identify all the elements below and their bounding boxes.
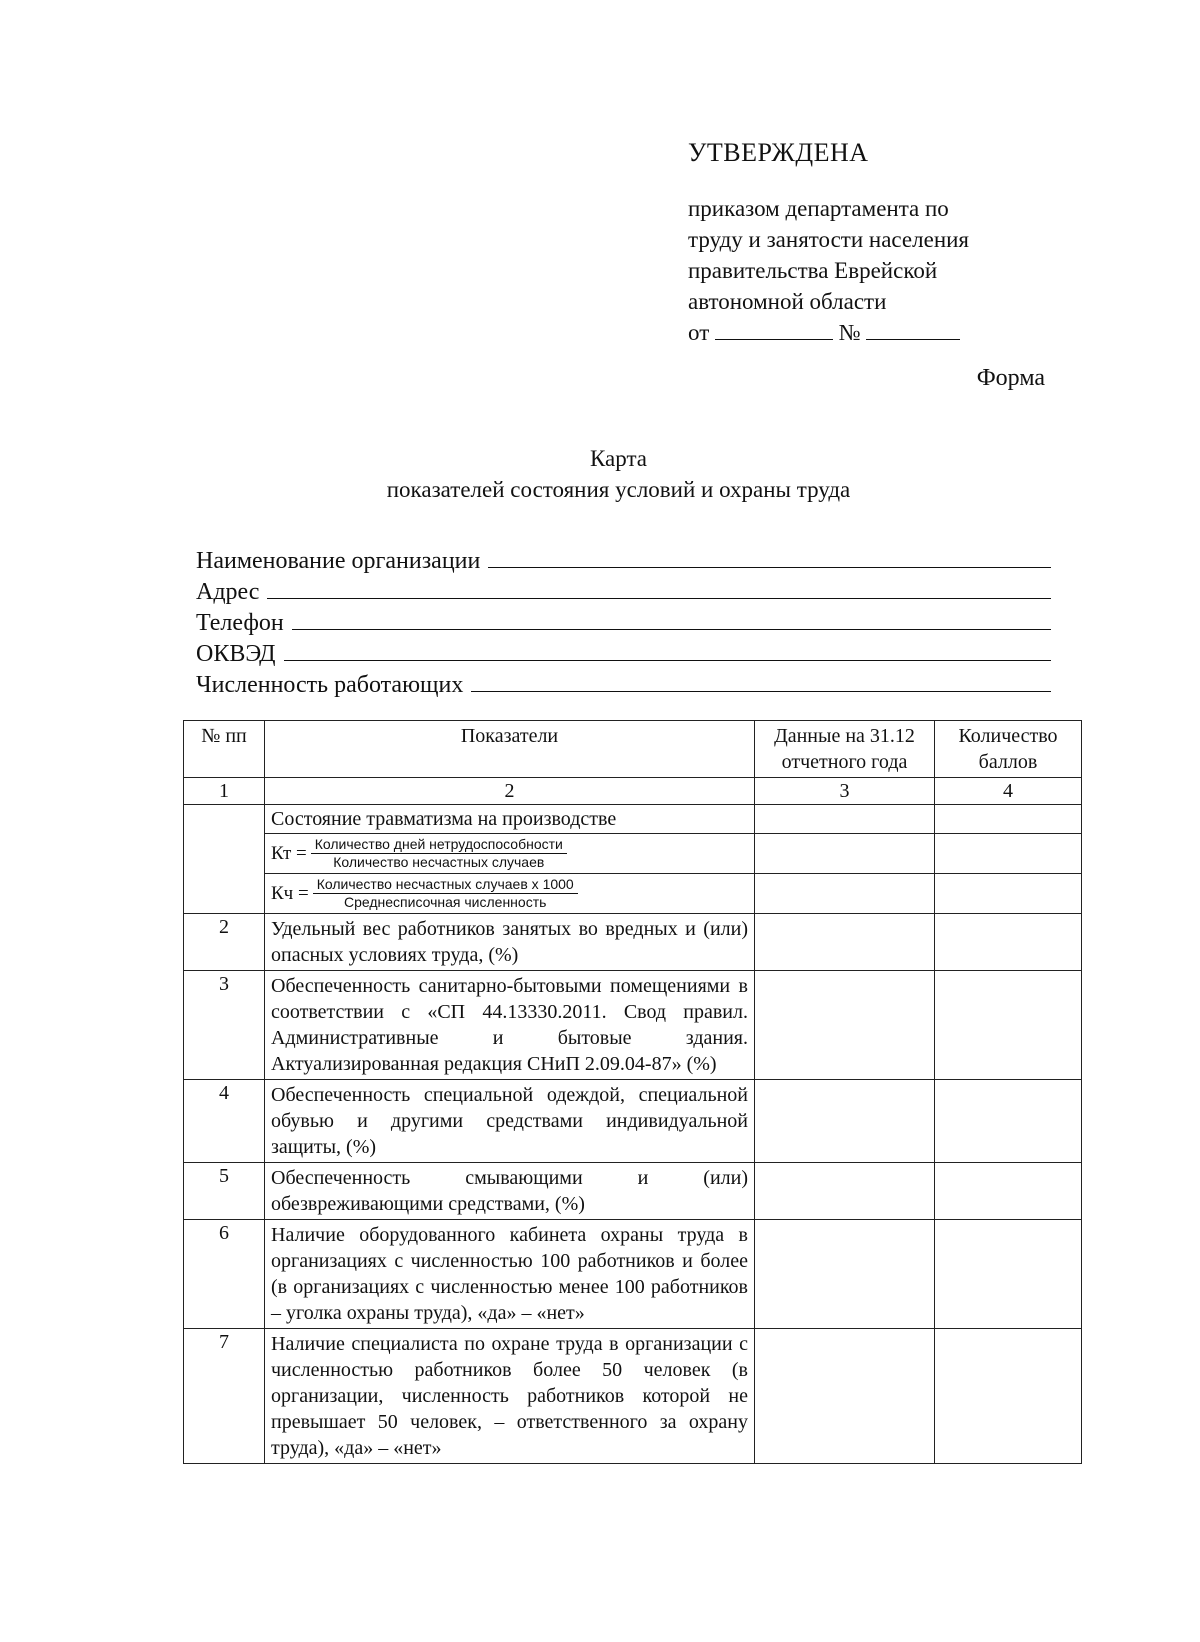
- document-subtitle: показателей состояния условий и охраны труда: [386, 477, 851, 502]
- column-header-score: Количество баллов: [935, 721, 1082, 778]
- score-cell[interactable]: [935, 914, 1082, 971]
- order-line: правительства Еврейской: [688, 258, 938, 283]
- indicator-text: Обеспеченность санитарно-бытовыми помещениями в соответствии с «СП 44.13330.2011. Свод правил. Административные и бытовые здания. Актуализированная редакция СНиП 2.09.04-87» (%): [265, 971, 755, 1080]
- number-label: №: [838, 320, 861, 345]
- data-cell[interactable]: [755, 874, 935, 914]
- indicators-table: [183, 720, 1082, 1464]
- score-cell[interactable]: [935, 805, 1082, 834]
- injury-title: Состояние травматизма на производстве: [265, 805, 755, 834]
- table-row: [184, 805, 1082, 834]
- data-cell[interactable]: [755, 805, 935, 834]
- row-number: 3: [184, 971, 265, 1080]
- field-blank: [488, 548, 1051, 568]
- row-number: 2: [184, 914, 265, 971]
- kch-numerator: Количество несчастных случаев x 1000: [313, 876, 578, 894]
- field-organization-name: [196, 548, 1051, 579]
- kch-denominator: Среднесписочная численность: [344, 894, 547, 910]
- kch-symbol: Кч =: [271, 882, 309, 904]
- kch-formula: [265, 874, 755, 914]
- score-cell[interactable]: [935, 1329, 1082, 1464]
- indicator-text: Удельный вес работников занятых во вредных и (или) опасных условиях труда, (%): [265, 914, 755, 971]
- row-number: [184, 805, 265, 914]
- indicator-text: Наличие специалиста по охране труда в организации с численностью работников более 50 человек (в организации, численность работников которой не превышает 50 человек, – ответственного за охрану труда), «да» – «нет»: [265, 1329, 755, 1464]
- column-header-indicators: Показатели: [265, 721, 755, 778]
- data-cell[interactable]: [755, 1329, 935, 1464]
- indicator-text: Обеспеченность специальной одеждой, специальной обувью и другими средствами индивидуальной защиты, (%): [265, 1080, 755, 1163]
- order-line: автономной области: [688, 289, 887, 314]
- field-address: [196, 579, 1051, 610]
- field-employee-count: [196, 672, 1051, 703]
- table-row: [184, 971, 1082, 1080]
- field-label: Адрес: [196, 579, 260, 605]
- field-okved: [196, 641, 1051, 672]
- field-phone: [196, 610, 1051, 641]
- data-cell[interactable]: [755, 834, 935, 874]
- score-cell[interactable]: [935, 971, 1082, 1080]
- field-label: Численность работающих: [196, 672, 464, 698]
- number-blank: [866, 319, 960, 340]
- data-cell[interactable]: [755, 1163, 935, 1220]
- from-label: от: [688, 320, 710, 345]
- table-header-row: [184, 721, 1082, 778]
- field-label: ОКВЭД: [196, 641, 276, 667]
- score-cell[interactable]: [935, 874, 1082, 914]
- data-cell[interactable]: [755, 914, 935, 971]
- kt-denominator: Количество несчастных случаев: [333, 854, 545, 870]
- column-header-number: № пп: [184, 721, 265, 778]
- score-cell[interactable]: [935, 834, 1082, 874]
- indicator-text: Обеспеченность смывающими и (или) обезвреживающими средствами, (%): [265, 1163, 755, 1220]
- order-line: труду и занятости населения: [688, 227, 970, 252]
- field-blank: [267, 579, 1051, 599]
- row-number: 7: [184, 1329, 265, 1464]
- score-cell[interactable]: [935, 1163, 1082, 1220]
- organization-fields: [196, 548, 1051, 703]
- column-number: 1: [184, 778, 265, 805]
- order-line: приказом департамента по: [688, 196, 949, 221]
- order-date-number-line: [688, 317, 1128, 348]
- table-row: [184, 874, 1082, 914]
- kt-numerator: Количество дней нетрудоспособности: [311, 836, 567, 854]
- score-cell[interactable]: [935, 1220, 1082, 1329]
- approval-order-block: [688, 193, 1128, 348]
- field-blank: [284, 641, 1051, 661]
- kt-formula: [265, 834, 755, 874]
- field-label: Наименование организации: [196, 548, 481, 574]
- kt-symbol: Кт =: [271, 842, 307, 864]
- row-number: 4: [184, 1080, 265, 1163]
- column-number: 3: [755, 778, 935, 805]
- document-title: Карта: [590, 446, 647, 471]
- table-row: [184, 1220, 1082, 1329]
- table-row: [184, 1080, 1082, 1163]
- data-cell[interactable]: [755, 971, 935, 1080]
- field-blank: [292, 610, 1051, 630]
- column-number-row: [184, 778, 1082, 805]
- approval-heading: УТВЕРЖДЕНА: [688, 138, 869, 167]
- score-cell[interactable]: [935, 1080, 1082, 1163]
- table-row: [184, 1163, 1082, 1220]
- column-number: 2: [265, 778, 755, 805]
- table-row: [184, 1329, 1082, 1464]
- date-blank: [715, 319, 833, 340]
- indicator-text: Наличие оборудованного кабинета охраны труда в организациях с численностью 100 работников и более (в организациях с численностью менее 100 работников – уголка охраны труда), «да» – «нет»: [265, 1220, 755, 1329]
- column-header-data: Данные на 31.12 отчетного года: [755, 721, 935, 778]
- table-row: [184, 834, 1082, 874]
- data-cell[interactable]: [755, 1080, 935, 1163]
- column-number: 4: [935, 778, 1082, 805]
- row-number: 5: [184, 1163, 265, 1220]
- field-blank: [471, 672, 1051, 692]
- table-row: [184, 914, 1082, 971]
- field-label: Телефон: [196, 610, 284, 636]
- row-number: 6: [184, 1220, 265, 1329]
- data-cell[interactable]: [755, 1220, 935, 1329]
- form-label: Форма: [976, 365, 1045, 391]
